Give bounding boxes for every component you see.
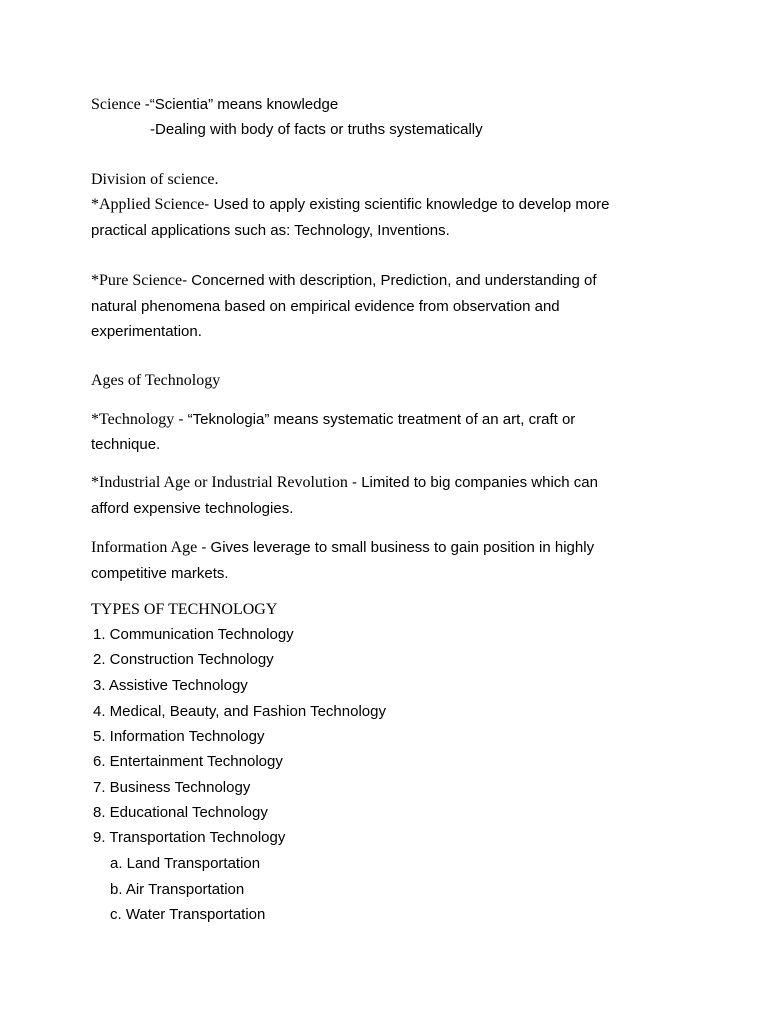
pure-science-term: *Pure Science — [91, 272, 183, 289]
science-term: Science — [91, 96, 145, 113]
ages-heading: Ages of Technology — [91, 372, 221, 389]
division-heading: Division of science. — [91, 171, 219, 188]
list-subitem: c. Water Transportation — [110, 906, 266, 923]
technology-line-2: technique. — [91, 436, 161, 453]
industrial-age-line-2: afford expensive technologies. — [91, 500, 294, 517]
applied-science-line-2: practical applications such as: Technology, Inventions. — [91, 222, 450, 239]
list-item: 7. Business Technology — [93, 779, 251, 796]
technology-text-1: - “Teknologia” means systematic treatment of an art, craft or — [174, 411, 576, 428]
list-item: 4. Medical, Beauty, and Fashion Technology — [93, 703, 386, 720]
list-subitem: a. Land Transportation — [110, 855, 261, 872]
applied-science-text-1: - Used to apply existing scientific knowledge to develop more — [204, 196, 610, 213]
information-age-line-1 — [91, 538, 594, 558]
applied-science-term: *Applied Science — [91, 196, 205, 213]
industrial-age-term: *Industrial Age or Industrial Revolution — [91, 474, 348, 491]
list-item: 9. Transportation Technology — [93, 829, 286, 846]
technology-line-1 — [91, 410, 575, 430]
list-subitem: b. Air Transportation — [110, 881, 245, 898]
science-definition-line — [91, 95, 338, 115]
industrial-age-line-1 — [91, 473, 598, 493]
science-definition-line-2 — [150, 120, 483, 140]
science-definition: -“Scientia” means knowledge — [144, 96, 339, 113]
list-item: 1. Communication Technology — [93, 626, 294, 643]
science-definition-2: -Dealing with body of facts or truths systematically — [150, 121, 483, 138]
information-age-text-1: - Gives leverage to small business to gain position in highly — [197, 539, 595, 556]
pure-science-line-3: experimentation. — [91, 323, 202, 340]
list-item: 2. Construction Technology — [93, 651, 274, 668]
industrial-age-text-1: - Limited to big companies which can — [347, 474, 598, 491]
pure-science-line-2: natural phenomena based on empirical evidence from observation and — [91, 298, 560, 315]
technology-term: *Technology — [91, 411, 175, 428]
information-age-term: Information Age — [91, 539, 198, 556]
types-heading: TYPES OF TECHNOLOGY — [91, 601, 278, 618]
list-item: 5. Information Technology — [93, 728, 265, 745]
pure-science-line-1 — [91, 271, 597, 291]
list-item: 3. Assistive Technology — [93, 677, 248, 694]
applied-science-line-1 — [91, 195, 610, 215]
pure-science-text-1: - Concerned with description, Prediction, and understanding of — [182, 272, 597, 289]
information-age-line-2: competitive markets. — [91, 565, 229, 582]
list-item: 8. Educational Technology — [93, 804, 268, 821]
list-item: 6. Entertainment Technology — [93, 753, 283, 770]
